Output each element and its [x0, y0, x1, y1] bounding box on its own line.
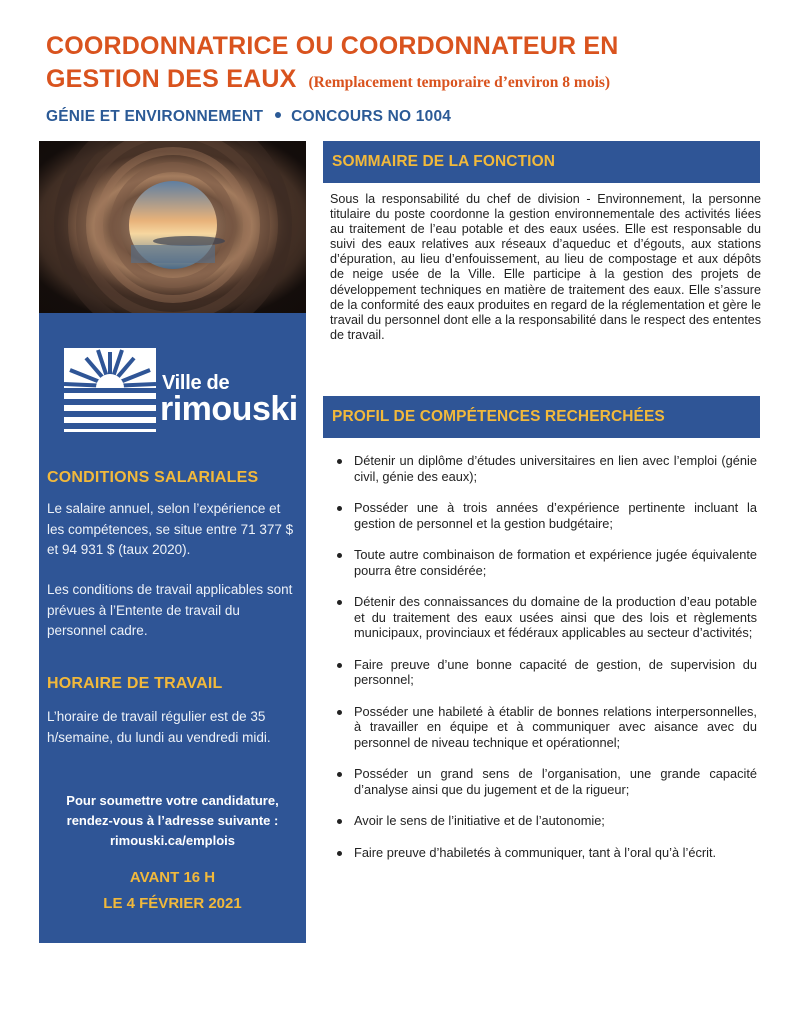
apply-line2: rendez-vous à l’adresse suivante :: [66, 813, 279, 828]
list-item: Toute autre combinaison de formation et expérience jugée équivalente pourra être considérée;: [332, 547, 757, 578]
profile-list: [332, 453, 757, 860]
separator-dot: [275, 112, 281, 118]
profile-heading: PROFIL DE COMPÉTENCES RECHERCHÉES: [323, 396, 760, 438]
apply-url-link[interactable]: rimouski.ca/emplois: [110, 833, 235, 848]
list-item: Détenir des connaissances du domaine de la production d’eau potable et du traitement des eaux usées ainsi que des lois et règlements municipaux, provinciaux et fédéraux applicables au secteur d’activités;: [332, 594, 757, 641]
pipe-sunset-photo: [39, 141, 306, 313]
bullet-icon: [337, 710, 342, 715]
summary-text: Sous la responsabilité du chef de division - Environnement, la personne titulaire du poste coordonne la gestion environnementale des activités liées au traitement de l’eau potable et des eaux usées. Elle est responsable du suivi des eaux relatives aux réseaux d’aqueduc et d’égouts, aux stations d’épuration, au lieu d’enfouissement, au lieu de compostage et aux dépôts de neige usée de la Ville. Elle participe à la gestion des projets de développement techniques en matière de traitement des eaux. Elle s’assure de la conformité des eaux produites en regard de la réglementation et gère le travail du personnel dont elle a la responsabilité dans le respect des ententes de travail.: [330, 192, 761, 342]
job-title: [46, 30, 766, 99]
rising-sun-logo-icon: [64, 348, 156, 432]
bullet-icon: [337, 663, 342, 668]
contest-number: CONCOURS NO 1004: [291, 108, 452, 125]
deadline-time: AVANT 16 H: [129, 869, 216, 886]
department-name: GÉNIE ET ENVIRONNEMENT: [46, 108, 264, 125]
list-item: Détenir un diplôme d’études universitaires en lien avec l’emploi (génie civil, génie des eaux);: [332, 453, 757, 484]
conditions-heading: CONDITIONS SALARIALES: [47, 469, 259, 486]
department-line: [46, 108, 451, 126]
ville-de-rimouski-logo: [64, 348, 304, 438]
list-item: Faire preuve d’habiletés à communiquer, tant à l’oral qu’à l’écrit.: [332, 845, 757, 861]
deadline-date: LE 4 FÉVRIER 2021: [103, 895, 242, 912]
list-item: Posséder un grand sens de l’organisation, une grande capacité d’analyse ainsi que du jugement et de la rigueur;: [332, 766, 757, 797]
bullet-icon: [337, 772, 342, 777]
list-item: Posséder une à trois années d’expérience pertinente incluant la gestion de personnel et la gestion budgétaire;: [332, 500, 757, 531]
conditions-agreement-text: Les conditions de travail applicables sont prévues à l’Entente de travail du personnel cadre.: [47, 582, 293, 638]
schedule-heading: HORAIRE DE TRAVAIL: [47, 675, 223, 692]
sidebar: [39, 313, 306, 943]
apply-line1: Pour soumettre votre candidature,: [66, 793, 279, 808]
bullet-icon: [337, 600, 342, 605]
list-item: Avoir le sens de l’initiative et de l’autonomie;: [332, 813, 757, 829]
conditions-salary-text: Le salaire annuel, selon l’expérience et les compétences, se situe entre 71 377 $ et 94 931 $ (taux 2020).: [47, 501, 294, 557]
list-item: Faire preuve d’une bonne capacité de gestion, de supervision du personnel;: [332, 657, 757, 688]
job-title-line1: COORDONNATRICE OU COORDONNATEUR EN: [46, 32, 619, 60]
bullet-icon: [337, 819, 342, 824]
job-title-note: (Remplacement temporaire d’environ 8 mois): [308, 74, 611, 91]
bullet-icon: [337, 506, 342, 511]
bullet-icon: [337, 553, 342, 558]
job-title-line2: GESTION DES EAUX: [46, 65, 297, 93]
apply-instructions: [39, 791, 306, 851]
schedule-text: L’horaire de travail régulier est de 35 h/semaine, du lundi au vendredi midi.: [47, 709, 271, 745]
bullet-icon: [337, 851, 342, 856]
list-item: Posséder une habileté à établir de bonnes relations interpersonnelles, à travailler en équipe et à communiquer avec aisance avec du personnel de niveau technique et opérationnel;: [332, 704, 757, 751]
logo-text-ville: Ville de: [162, 372, 230, 394]
logo-text-rimouski: rimouski: [160, 390, 298, 428]
bullet-icon: [337, 459, 342, 464]
summary-heading: SOMMAIRE DE LA FONCTION: [323, 141, 760, 183]
